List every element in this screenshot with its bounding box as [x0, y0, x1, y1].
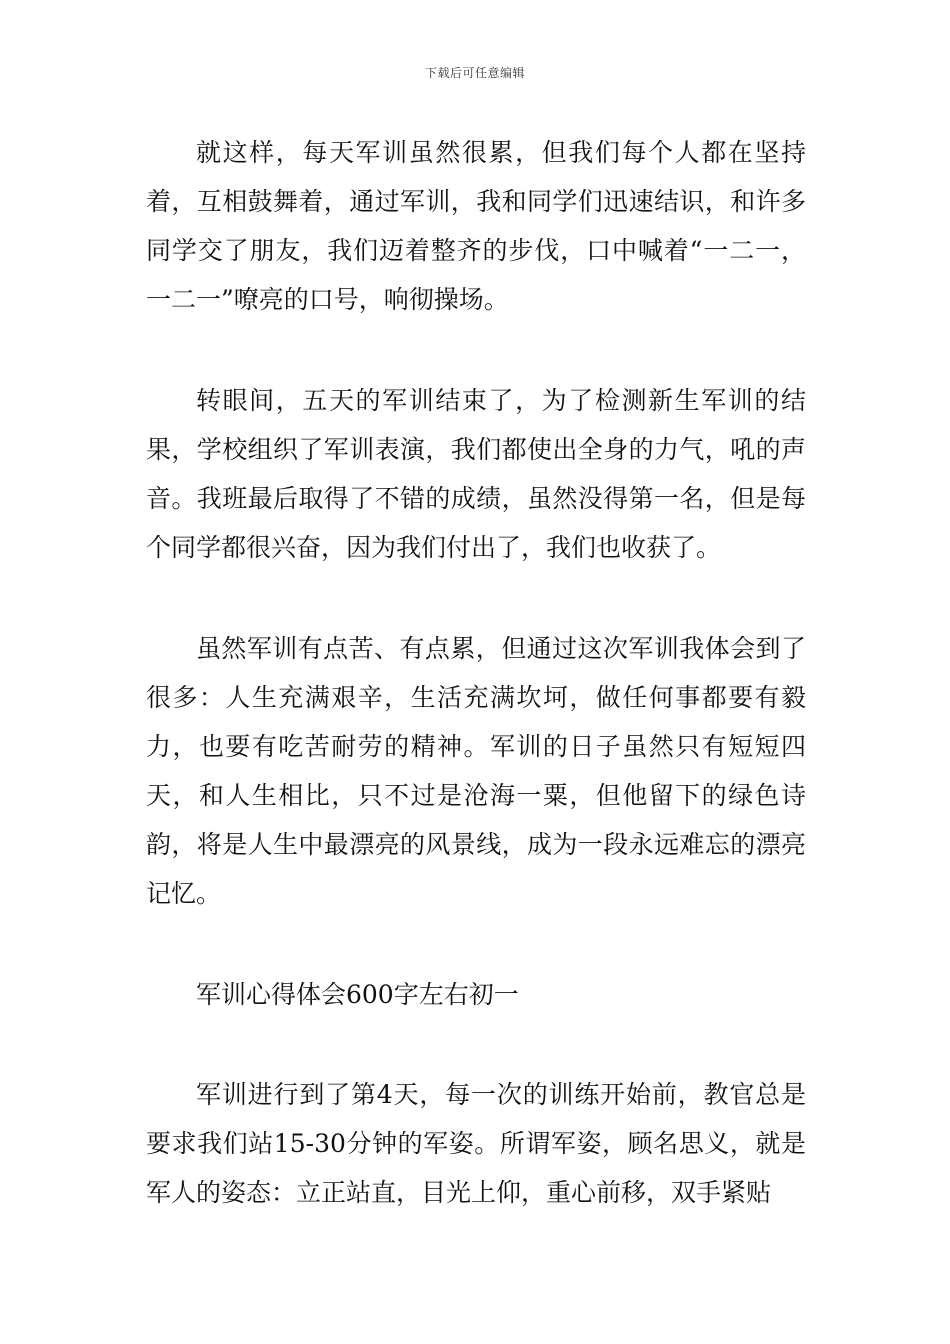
header-note: 下载后可任意编辑 — [424, 66, 525, 80]
paragraph-4: 军训进行到了第4天，每一次的训练开始前，教官总是要求我们站15-30分钟的军姿。所谓军姿，顾名思义，就是军人的姿态：立正站直，目光上仰，重心前移，双手紧贴 — [146, 1080, 806, 1207]
section-heading: 军训心得体会600字左右初一 — [196, 980, 519, 1009]
paragraph-1: 就这样，每天军训虽然很累，但我们每个人都在坚持着，互相鼓舞着，通过军训，我和同学们迅速结识，和许多同学交了朋友，我们迈着整齐的步伐，口中喊着“一二一，一二一”嘹亮的口号，响彻操场。 — [146, 138, 806, 314]
paragraph-3: 虽然军训有点苦、有点累，但通过这次军训我体会到了很多：人生充满艰辛，生活充满坎坷，做任何事都要有毅力，也要有吃苦耐劳的精神。军训的日子虽然只有短短四天，和人生相比，只不过是沧海一粟，但他留下的绿色诗韵，将是人生中最漂亮的风景线，成为一段永远难忘的漂亮记忆。 — [146, 634, 806, 908]
paragraph-2: 转眼间，五天的军训结束了，为了检测新生军训的结果，学校组织了军训表演，我们都使出全身的力气，吼的声音。我班最后取得了不错的成绩，虽然没得第一名，但是每个同学都很兴奋，因为我们付出了，我们也收获了。 — [146, 386, 806, 562]
